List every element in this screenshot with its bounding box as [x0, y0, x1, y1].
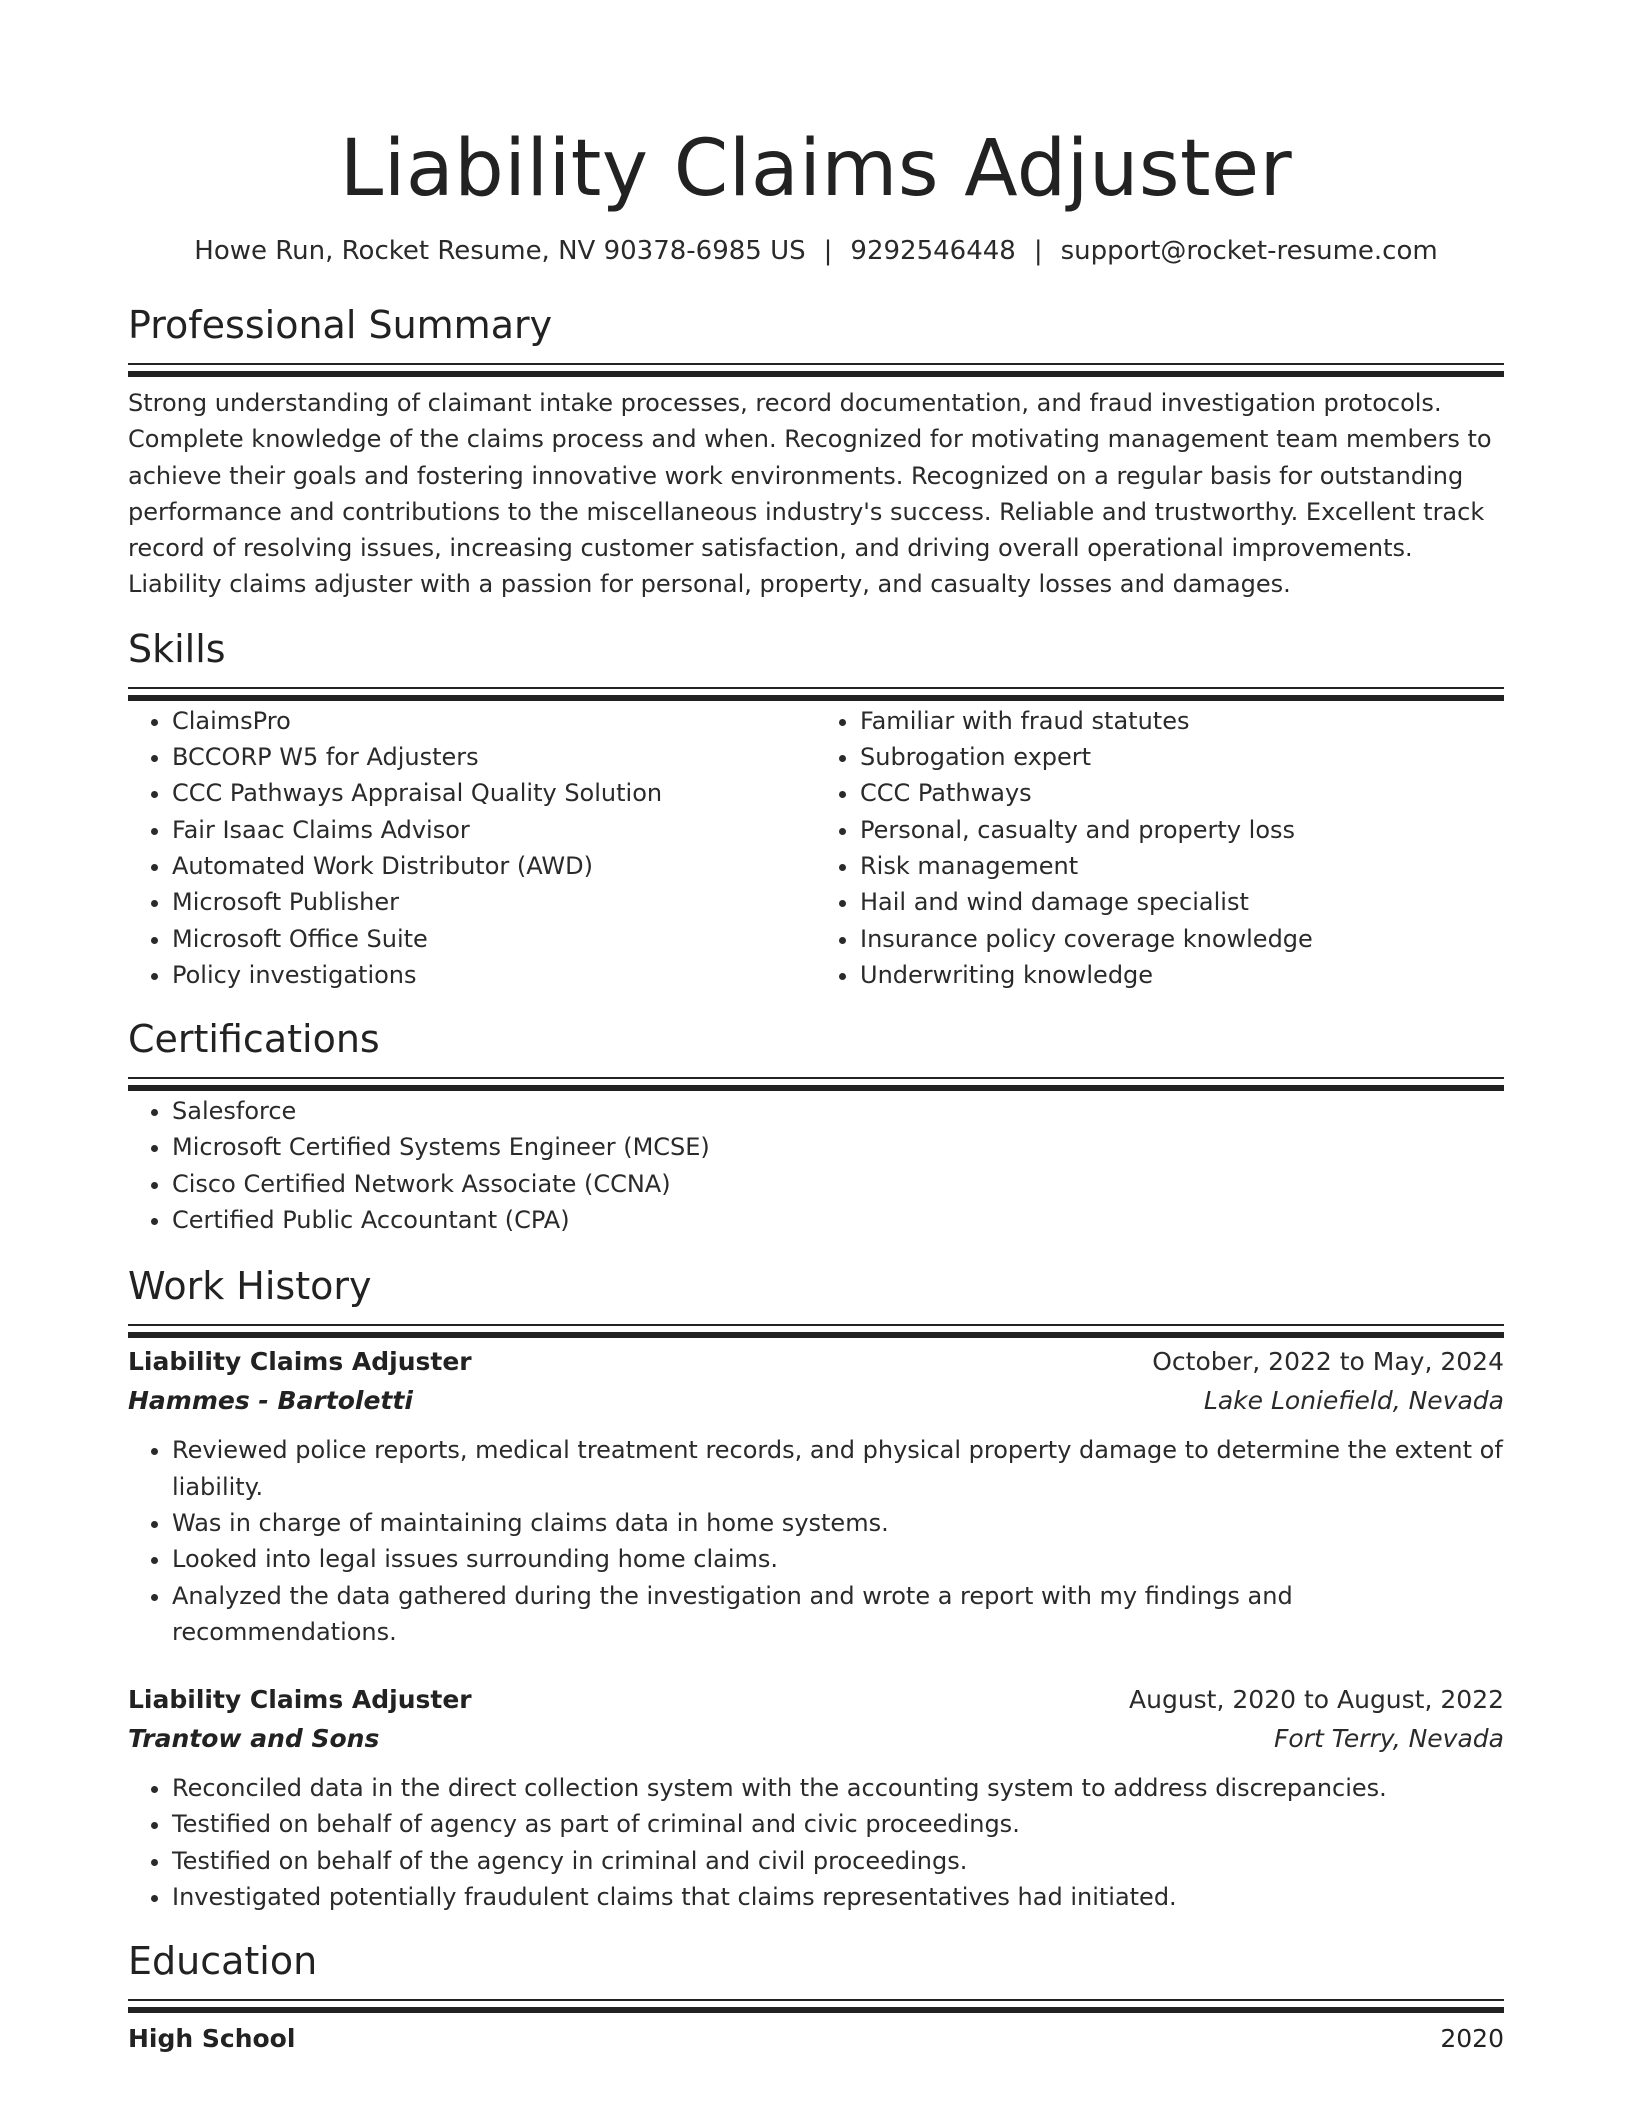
contact-separator: | [823, 236, 833, 266]
job-bullet: • Reviewed police reports, medical treatment records, and physical property damage to determine the extent of liability. [172, 1432, 1504, 1505]
job-header [128, 1680, 1504, 1719]
job-bullets [128, 1432, 1504, 1650]
education-section [128, 1937, 1504, 2057]
section-heading-work-history: Work History [128, 1264, 372, 1309]
job-subheader [128, 1381, 1504, 1420]
skill-item: • BCCORP W5 for Adjusters [172, 739, 816, 775]
skill-item: • Subrogation expert [860, 739, 1504, 775]
job-title: Liability Claims Adjuster [128, 1347, 472, 1377]
work-history-section [128, 1262, 1504, 1915]
job-entry [128, 1342, 1504, 1650]
skill-item: • Insurance policy coverage knowledge [860, 921, 1504, 957]
skill-item: • Familiar with fraud statutes [860, 703, 1504, 739]
section-divider [128, 1999, 1504, 2001]
resume-page [128, 0, 1504, 2057]
section-divider [128, 1077, 1504, 1079]
section-heading-skills: Skills [128, 626, 226, 671]
skill-item: • Automated Work Distributor (AWD) [172, 848, 816, 884]
job-bullet: • Investigated potentially fraudulent claims that claims representatives had initiated. [172, 1879, 1504, 1915]
summary-text: Strong understanding of claimant intake processes, record documentation, and fraud investigation protocols. Complete knowledge of the claims process and when. Recognized for motivating management team members to achieve their goals and fostering innovative work environments. Recognized on a regular basis for outstanding performance and contributions to the miscellaneous industry's success. Reliable and trustworthy. Excellent track record of resolving issues, increasing customer satisfaction, and driving overall operational improvements. Liability claims adjuster with a passion for personal, property, and casualty losses and damages. [128, 389, 1492, 599]
job-dates: August, 2020 to August, 2022 [1129, 1685, 1504, 1715]
skill-item: • Policy investigations [172, 957, 816, 993]
job-bullet: • Looked into legal issues surrounding home claims. [172, 1541, 1504, 1577]
job-location: Lake Loniefield, Nevada [1203, 1386, 1504, 1416]
skill-item: • Risk management [860, 848, 1504, 884]
resume-title: Liability Claims Adjuster [339, 124, 1293, 214]
contact-separator: | [1033, 236, 1043, 266]
job-bullets [128, 1770, 1504, 1915]
education-entry [128, 2021, 1504, 2057]
job-bullet: • Analyzed the data gathered during the investigation and wrote a report with my findings and recommendations. [172, 1578, 1504, 1651]
job-header [128, 1342, 1504, 1381]
certification-item: • Salesforce [172, 1093, 1504, 1129]
section-divider [128, 1324, 1504, 1326]
job-bullet: • Reconciled data in the direct collection system with the accounting system to address discrepancies. [172, 1770, 1504, 1806]
skill-item: • Microsoft Office Suite [172, 921, 816, 957]
skill-item: • Microsoft Publisher [172, 884, 816, 920]
section-divider [128, 363, 1504, 365]
skills-list-right [816, 703, 1504, 993]
skills-list-left [128, 703, 816, 993]
section-divider [128, 687, 1504, 689]
skill-item: • Underwriting knowledge [860, 957, 1504, 993]
job-location: Fort Terry, Nevada [1274, 1724, 1504, 1754]
job-bullet: • Testified on behalf of agency as part of criminal and civic proceedings. [172, 1806, 1504, 1842]
job-bullet: • Was in charge of maintaining claims data in home systems. [172, 1505, 1504, 1541]
job-company: Trantow and Sons [128, 1724, 380, 1754]
section-heading-education: Education [128, 1939, 318, 1984]
skill-item: • Personal, casualty and property loss [860, 812, 1504, 848]
certification-item: • Cisco Certified Network Associate (CCNA) [172, 1166, 1504, 1202]
section-heading-certifications: Certifications [128, 1017, 380, 1062]
job-bullet: • Testified on behalf of the agency in criminal and civil proceedings. [172, 1843, 1504, 1879]
job-company: Hammes - Bartoletti [128, 1386, 413, 1416]
contact-email: support@rocket-resume.com [1060, 236, 1438, 266]
job-title: Liability Claims Adjuster [128, 1685, 472, 1715]
summary-section [128, 301, 1504, 603]
certifications-list [128, 1093, 1504, 1238]
skill-item: • Fair Isaac Claims Advisor [172, 812, 816, 848]
skill-item: • ClaimsPro [172, 703, 816, 739]
skill-item: • Hail and wind damage specialist [860, 884, 1504, 920]
job-subheader [128, 1719, 1504, 1758]
job-entry [128, 1680, 1504, 1915]
education-year: 2020 [1440, 2024, 1504, 2054]
skills-section [128, 625, 1504, 993]
section-heading-summary: Professional Summary [128, 303, 553, 347]
contact-address: Howe Run, Rocket Resume, NV 90378-6985 US [194, 236, 806, 266]
skills-grid [128, 703, 1504, 993]
skill-item: • CCC Pathways Appraisal Quality Solution [172, 775, 816, 811]
certification-item: • Certified Public Accountant (CPA) [172, 1202, 1504, 1238]
certifications-section [128, 1015, 1504, 1238]
job-dates: October, 2022 to May, 2024 [1152, 1347, 1504, 1377]
contact-line [128, 234, 1504, 268]
education-degree: High School [128, 2024, 296, 2054]
skill-item: • CCC Pathways [860, 775, 1504, 811]
certification-item: • Microsoft Certified Systems Engineer (MCSE) [172, 1129, 1504, 1165]
contact-phone: 9292546448 [850, 236, 1016, 266]
